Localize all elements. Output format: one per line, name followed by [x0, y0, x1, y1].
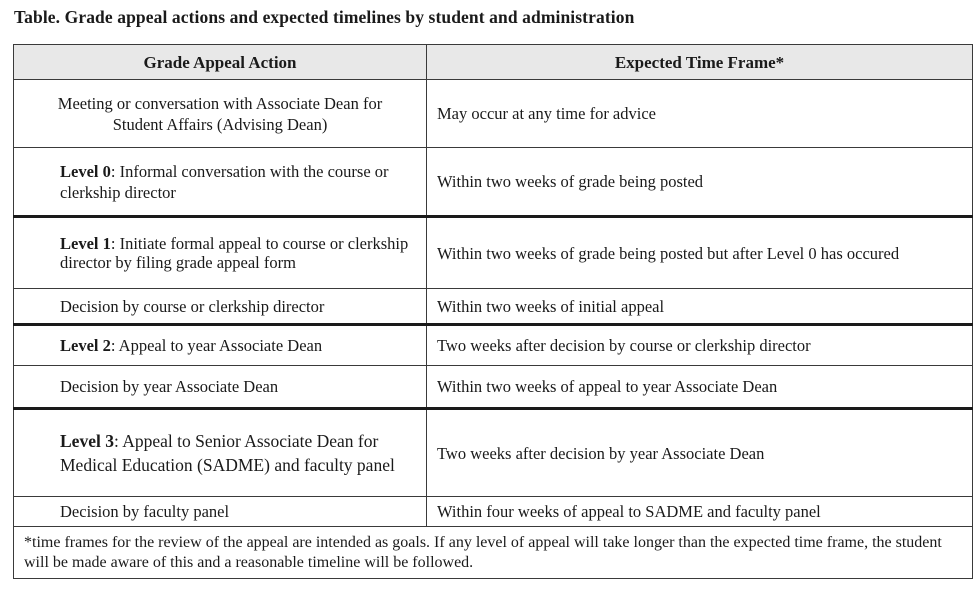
- table-row: [14, 148, 973, 217]
- footnote-row: [14, 527, 973, 579]
- time-frame-cell: Within two weeks of appeal to year Associate Dean: [427, 366, 973, 409]
- action-text: Decision by faculty panel: [60, 502, 230, 521]
- time-frame-cell: May occur at any time for advice: [427, 80, 973, 148]
- action-cell: [14, 325, 427, 366]
- grade-appeal-table: [13, 44, 973, 579]
- header-time-frame: Expected Time Frame*: [427, 45, 973, 80]
- action-text: : Appeal to Senior Associate Dean for Medical Education (SADME) and faculty panel: [60, 431, 395, 475]
- action-cell: [14, 217, 427, 289]
- action-text: : Appeal to year Associate Dean: [110, 336, 323, 355]
- action-cell: [14, 80, 427, 148]
- table-row: [14, 366, 973, 409]
- time-frame-cell: Two weeks after decision by year Associate Dean: [427, 409, 973, 497]
- table-row: [14, 497, 973, 527]
- table-header-row: [14, 45, 973, 80]
- footnote: *time frames for the review of the appeal are intended as goals. If any level of appeal will take longer than the expected time frame, the student will be made aware of this and a reasonable timeline will be followed.: [14, 527, 973, 579]
- time-frame-cell: Within two weeks of grade being posted: [427, 148, 973, 217]
- level-label: Level 1: [60, 234, 111, 253]
- table-caption: Table. Grade appeal actions and expected timelines by student and administration: [14, 7, 635, 27]
- action-cell: [14, 409, 427, 497]
- action-text: Decision by course or clerkship director: [60, 296, 325, 316]
- action-cell: [14, 148, 427, 217]
- time-frame-cell: Within two weeks of initial appeal: [427, 289, 973, 325]
- level-label: Level 2: [60, 336, 111, 355]
- action-cell: [14, 366, 427, 409]
- action-cell: [14, 497, 427, 527]
- action-text: : Informal conversation with the course or clerkship director: [60, 161, 389, 202]
- level-label: Level 0: [60, 161, 111, 181]
- time-frame-cell: Two weeks after decision by course or clerkship director: [427, 325, 973, 366]
- level-label: Level 3: [60, 431, 114, 451]
- table-row: [14, 409, 973, 497]
- table-row: [14, 80, 973, 148]
- time-frame-cell: Within four weeks of appeal to SADME and faculty panel: [427, 497, 973, 527]
- header-action: Grade Appeal Action: [14, 45, 427, 80]
- table-row: [14, 325, 973, 366]
- time-frame-cell: Within two weeks of grade being posted but after Level 0 has occured: [427, 217, 973, 289]
- action-text: : Initiate formal appeal to course or clerkship director by filing grade appeal form: [60, 234, 409, 272]
- action-text: Meeting or conversation with Associate Dean for Student Affairs (Advising Dean): [57, 93, 383, 134]
- table-row: [14, 289, 973, 325]
- action-text: Decision by year Associate Dean: [60, 377, 279, 396]
- action-cell: [14, 289, 427, 325]
- table-row: [14, 217, 973, 289]
